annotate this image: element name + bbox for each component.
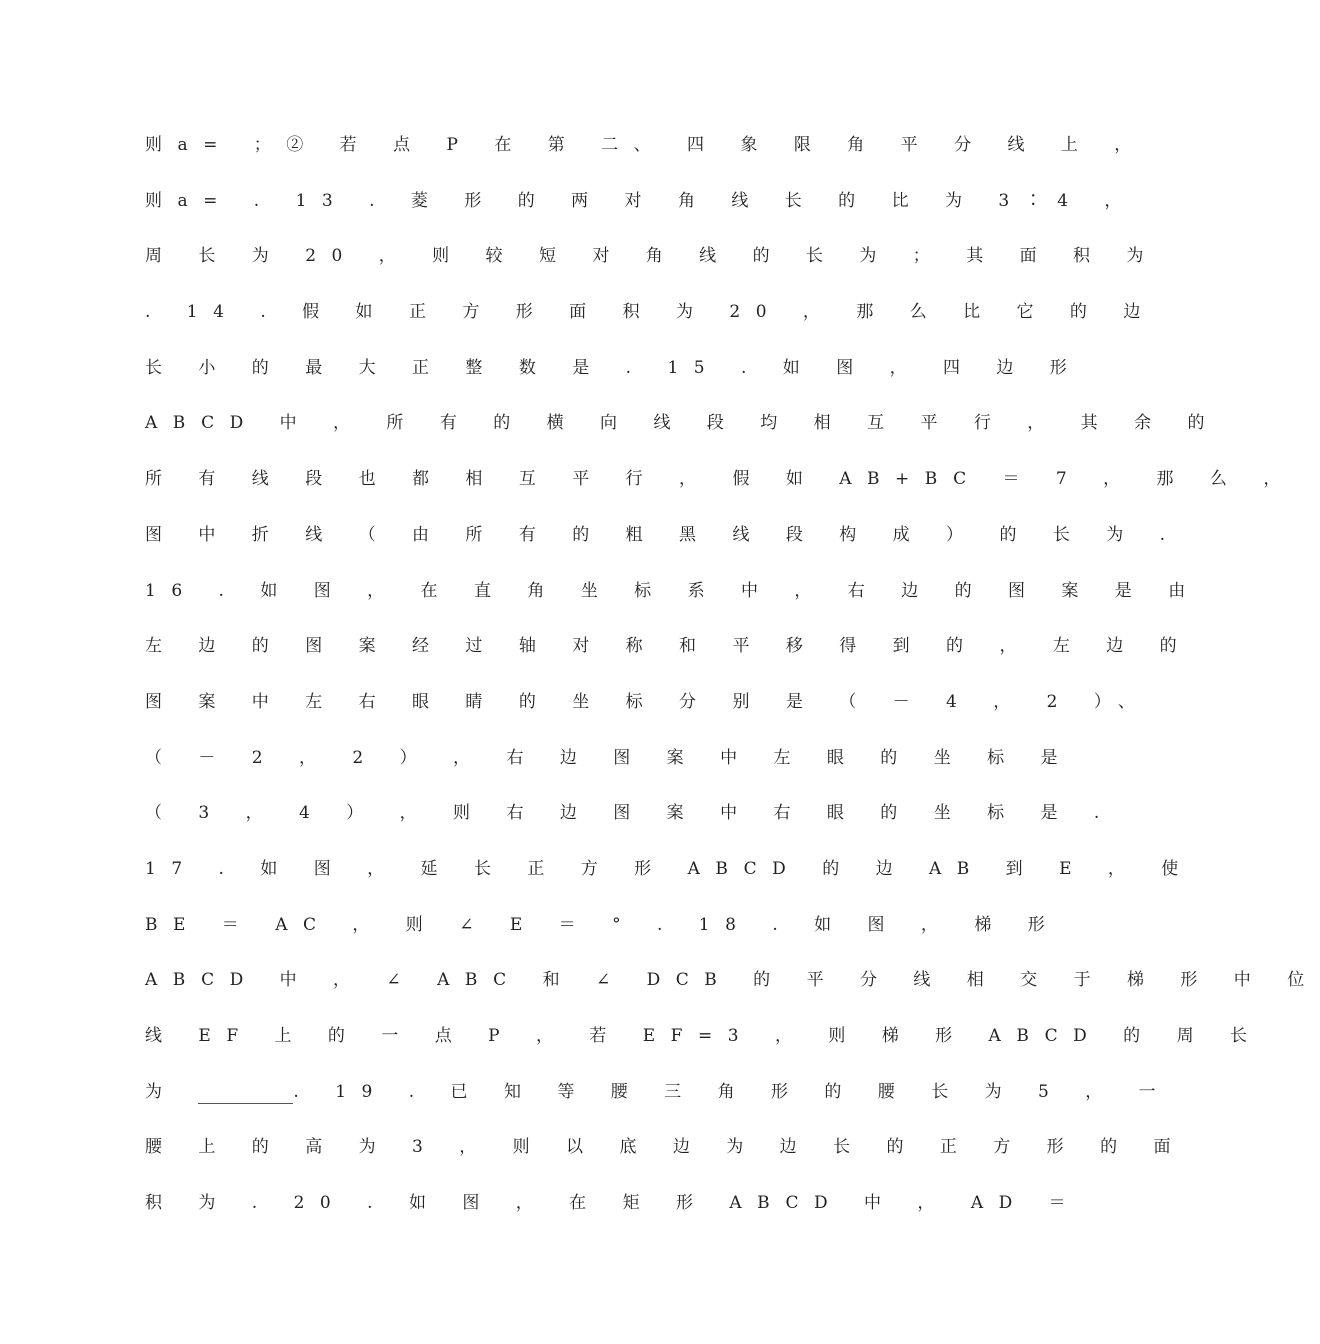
text-line-4: . 14 . 假 如 正 方 形 面 积 为 20 ， 那 么 比 它 的 边 [145,302,1156,323]
text-line-18-start: 为 [145,1081,199,1102]
text-line-14: 17 . 如 图 ， 延 长 正 方 形 ABCD 的 边 AB 到 E ， 使 [145,858,1194,879]
text-line-3: 周 长 为 20 ， 则 较 短 对 角 线 的 长 为 ； 其 面 积 为 [145,246,1159,267]
text-line-9: 16 . 如 图 ， 在 直 角 坐 标 系 中 ， 右 边 的 图 案 是 由 [145,580,1201,601]
text-line-16: ABCD 中 ， ∠ ABC 和 ∠ DCB 的 平 分 线 相 交 于 梯 形 中 位 [145,970,1320,991]
answer-blank [198,1081,293,1104]
text-line-7: 所 有 线 段 也 都 相 互 平 行 ， 假 如 AB+BC ＝ 7 ， 那 么 ， [145,469,1296,490]
text-line-10: 左 边 的 图 案 经 过 轴 对 称 和 平 移 得 到 的 ， 左 边 的 [145,636,1193,657]
text-line-13: （ 3 ， 4 ） ， 则 右 边 图 案 中 右 眼 的 坐 标 是 . [145,803,1115,824]
problem-text [145,125,1320,1239]
text-line-18-end: . 19 . 已 知 等 腰 三 角 形 的 腰 长 为 5 ， 一 [293,1081,1172,1102]
text-line-1: 则a= ；② 若 点 P 在 第 二、 四 象 限 角 平 分 线 上 ， [145,135,1147,155]
text-line-15: BE ＝ AC ， 则 ∠ E ＝ ° . 18 . 如 图 ， 梯 形 [145,914,1061,935]
text-line-6: ABCD 中 ， 所 有 的 横 向 线 段 均 相 互 平 行 ， 其 余 的 [145,413,1220,434]
text-line-2: 则a= . 13 . 菱 形 的 两 对 角 线 长 的 比 为 3∶4 ， [145,190,1137,211]
text-line-18 [145,1072,1172,1128]
text-line-17: 线 EF 上 的 一 点 P ， 若 EF=3 ， 则 梯 形 ABCD 的 周 长 [145,1026,1263,1046]
text-line-20: 积 为 . 20 . 如 图 ， 在 矩 形 ABCD 中 ， AD ＝ [145,1193,1082,1214]
text-line-8: 图 中 折 线 （ 由 所 有 的 粗 黑 线 段 构 成 ） 的 长 为 . [145,524,1181,545]
text-line-5: 长 小 的 最 大 正 整 数 是 . 15 . 如 图 ， 四 边 形 [145,357,1083,378]
text-line-19: 腰 上 的 高 为 3 ， 则 以 底 边 为 边 长 的 正 方 形 的 面 [145,1137,1186,1158]
text-line-12: （ － 2 ， 2 ） ， 右 边 图 案 中 左 眼 的 坐 标 是 [145,747,1073,768]
text-line-11: 图 案 中 左 右 眼 睛 的 坐 标 分 别 是 （ － 4 ， 2 ）、 [145,691,1151,712]
